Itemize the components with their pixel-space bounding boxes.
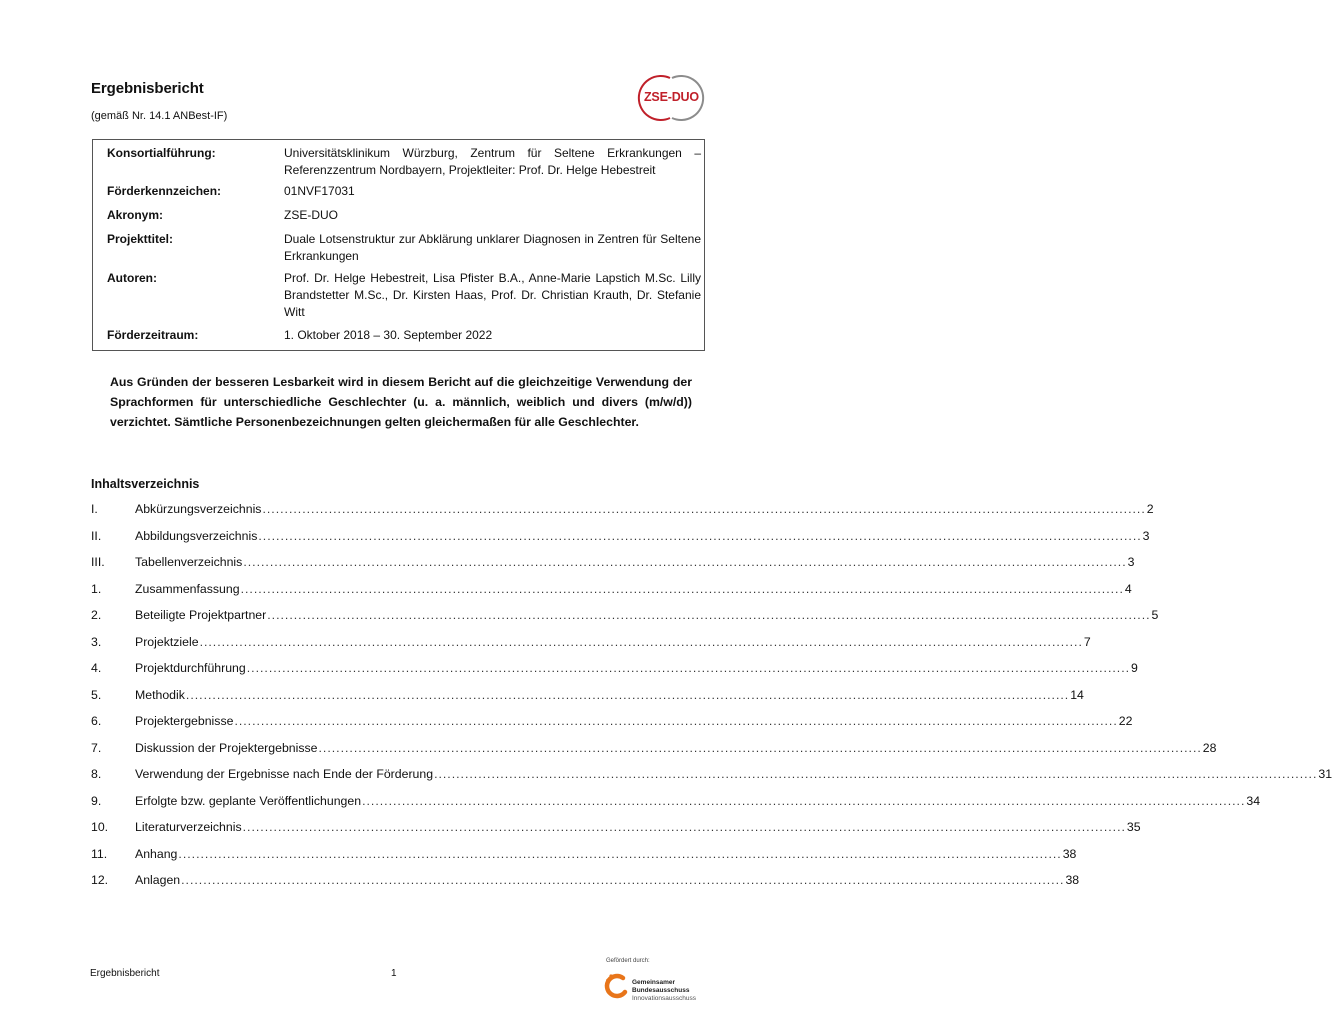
toc-entry[interactable] (91, 659, 1138, 677)
toc-page-number: 3 (1142, 528, 1150, 543)
info-label: Autoren: (107, 271, 157, 285)
toc-number: I. (91, 502, 98, 516)
toc-entry[interactable] (91, 871, 1080, 889)
toc-leader-dots: ........................................................................................................................................................................................................ (258, 528, 1142, 543)
toc-entry[interactable] (91, 818, 1141, 836)
info-value: Prof. Dr. Helge Hebestreit, Lisa Pfister B.A., Anne-Marie Lapstich M.Sc. Lilly Brandstetter M.Sc., Dr. Kirsten Haas, Prof. Dr. Christian Krauth, Dr. Stefanie Witt (284, 271, 701, 319)
toc-label: Abkürzungsverzeichnis (135, 502, 262, 516)
toc-leader-dots: ........................................................................................................................................................................................................ (434, 767, 1318, 781)
toc-number: 8. (91, 767, 102, 781)
toc-entry[interactable] (91, 712, 1133, 730)
toc-entry[interactable] (91, 792, 1261, 810)
info-value: ZSE-DUO (284, 208, 338, 222)
toc-page-number: 4 (1124, 581, 1132, 596)
toc-leader-dots: ........................................................................................................................................................................................................ (181, 873, 1065, 887)
project-info-table (92, 139, 705, 351)
toc-number: 5. (91, 687, 102, 702)
zse-duo-logo (636, 72, 706, 124)
toc-leader-dots: ........................................................................................................................................................................................................ (246, 661, 1131, 675)
toc-leader-dots: ........................................................................................................................................................................................................ (240, 581, 1124, 596)
gender-notice: Aus Gründen der besseren Lesbarkeit wird in diesem Bericht auf die gleichzeitige Verwendung der Sprachformen für unterschiedliche Geschlechter (u. a. männlich, weiblich und divers (m/w/d)) verzichtet. Sämtliche Personenbezeichnungen gelten gleichermaßen für alle Geschlechter. (110, 375, 692, 429)
toc-number: 4. (91, 661, 102, 675)
toc-page-number: 28 (1202, 740, 1217, 755)
toc-heading: Inhaltsverzeichnis (91, 477, 200, 491)
toc-leader-dots: ........................................................................................................................................................................................................ (267, 608, 1151, 622)
logo-text-duo: DUO (671, 90, 699, 104)
footer-page-number: 1 (391, 968, 397, 979)
page-subtitle: (gemäß Nr. 14.1 ANBest-IF) (91, 110, 228, 122)
toc-entry[interactable] (91, 553, 1135, 571)
toc-number: III. (91, 555, 105, 569)
toc-number: 9. (91, 793, 102, 808)
toc-leader-dots: ........................................................................................................................................................................................................ (234, 714, 1118, 728)
toc-label: Tabellenverzeichnis (135, 555, 243, 569)
info-value: Universitätsklinikum Würzburg, Zentrum für Seltene Erkrankungen – Referenzzentrum Nordbayern, Projektleiter: Prof. Dr. Helge Hebestreit (284, 146, 701, 177)
toc-number: 1. (91, 581, 102, 596)
info-label: Förderzeitraum: (107, 328, 199, 342)
toc-leader-dots: ........................................................................................................................................................................................................ (199, 634, 1083, 649)
toc-label: Literaturverzeichnis (135, 820, 242, 834)
toc-page-number: 22 (1118, 714, 1133, 728)
footer-report-name: Ergebnisbericht (90, 968, 160, 979)
toc-entry[interactable] (91, 606, 1159, 624)
info-label: Förderkennzeichen: (107, 184, 222, 198)
toc-page-number: 14 (1070, 687, 1084, 702)
toc-entry[interactable] (91, 633, 1091, 651)
toc-entry[interactable] (91, 686, 1084, 704)
toc-label: Verwendung der Ergebnisse nach Ende der Förderung (135, 767, 434, 781)
funder-line-2: Bundesausschuss (632, 987, 690, 994)
toc-page-number: 3 (1127, 555, 1135, 569)
toc-number: II. (91, 528, 102, 543)
toc-label: Methodik (135, 687, 185, 702)
toc-label: Projektergebnisse (135, 714, 234, 728)
toc-leader-dots: ........................................................................................................................................................................................................ (318, 740, 1202, 755)
toc-page-number: 38 (1065, 873, 1080, 887)
toc-page-number: 35 (1126, 820, 1141, 834)
info-label: Konsortialführung: (107, 146, 216, 160)
toc-label: Beteiligte Projektpartner (135, 608, 267, 622)
toc-page-number: 31 (1318, 767, 1332, 781)
info-value: 1. Oktober 2018 – 30. September 2022 (284, 328, 493, 342)
toc-number: 7. (91, 740, 102, 755)
toc-number: 10. (91, 820, 109, 834)
g-ba-logo-icon (604, 972, 630, 1002)
page-title: Ergebnisbericht (91, 80, 204, 97)
logo-text (644, 90, 699, 104)
toc-leader-dots: ........................................................................................................................................................................................................ (242, 820, 1126, 834)
logo-text-zse: ZSE- (644, 90, 672, 104)
toc-page-number: 9 (1131, 661, 1138, 675)
toc-number: 12. (91, 873, 109, 887)
toc-leader-dots: ........................................................................................................................................................................................................ (243, 555, 1127, 569)
info-value: Duale Lotsenstruktur zur Abklärung unklarer Diagnosen in Zentren für Seltene Erkrankungen (284, 232, 701, 263)
toc-label: Anlagen (135, 873, 181, 887)
toc-entry[interactable] (91, 739, 1217, 757)
toc-entry[interactable] (91, 845, 1077, 863)
toc-entry[interactable] (91, 580, 1132, 598)
funder-name (632, 979, 696, 1003)
funder-line-3: Innovationsausschuss (632, 995, 696, 1002)
funder-line-1: Gemeinsamer (632, 979, 675, 986)
toc-leader-dots: ........................................................................................................................................................................................................ (262, 502, 1146, 516)
info-label: Projekttitel: (107, 232, 174, 246)
toc-label: Projektdurchführung (135, 661, 246, 675)
toc-number: 2. (91, 608, 102, 622)
toc-label: Zusammenfassung (135, 581, 240, 596)
toc-label: Projektziele (135, 634, 199, 649)
toc-label: Erfolgte bzw. geplante Veröffentlichungen (135, 793, 362, 808)
toc-number: 11. (91, 846, 108, 861)
toc-page-number: 7 (1083, 634, 1091, 649)
toc-entry[interactable] (91, 765, 1332, 783)
toc-page-number: 38 (1062, 846, 1077, 861)
toc-label: Anhang (135, 846, 178, 861)
toc-page-number: 2 (1146, 502, 1154, 516)
toc-leader-dots: ........................................................................................................................................................................................................ (185, 687, 1070, 702)
toc-entry[interactable] (91, 527, 1150, 545)
toc-page-number: 34 (1246, 793, 1261, 808)
toc-entry[interactable] (91, 500, 1154, 518)
info-value: 01NVF17031 (284, 184, 355, 198)
toc-leader-dots: ........................................................................................................................................................................................................ (178, 846, 1062, 861)
funder-logo (604, 958, 704, 1008)
toc-number: 3. (91, 634, 102, 649)
toc-label: Diskussion der Projektergebnisse (135, 740, 318, 755)
funder-caption: Gefördert durch: (606, 958, 650, 964)
toc-leader-dots: ........................................................................................................................................................................................................ (362, 793, 1246, 808)
toc-number: 6. (91, 714, 102, 728)
toc-page-number: 5 (1151, 608, 1159, 622)
info-label: Akronym: (107, 208, 164, 222)
toc-label: Abbildungsverzeichnis (135, 528, 258, 543)
